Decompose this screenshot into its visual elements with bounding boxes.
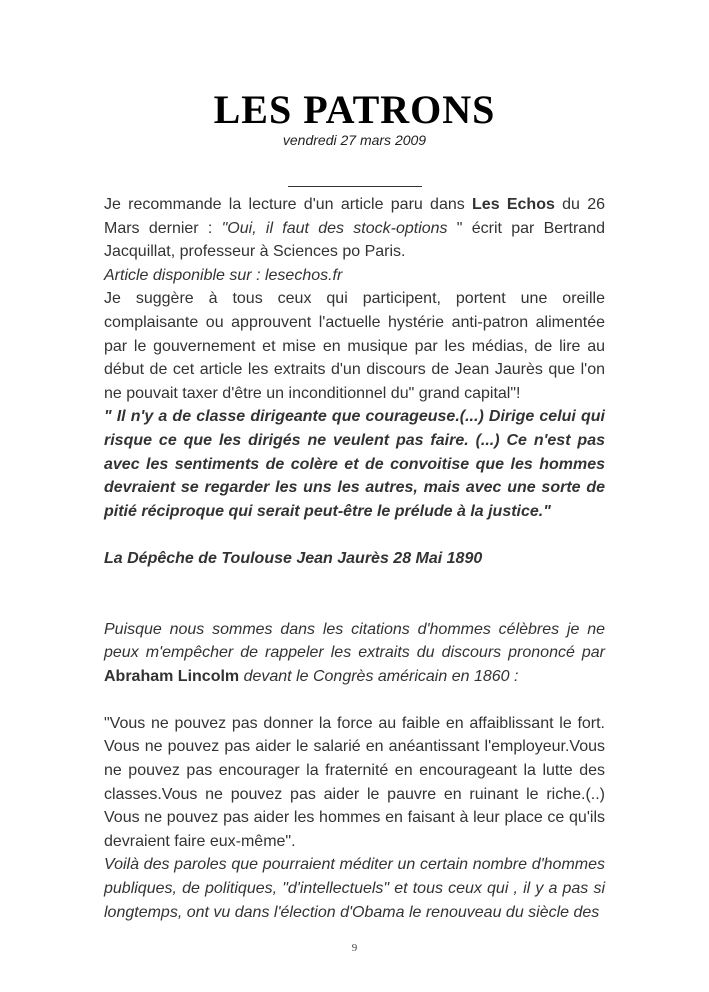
page-title: LES PATRONS	[213, 87, 496, 132]
intro-text-2: du 26 Mars dernier :	[104, 196, 606, 237]
lincoln-quote: "Vous ne pouvez pas donner la force au faible en affaiblissant le fort. Vous ne pouvez pas aider le salarié en anéantissant l'employeur.Vous ne pouvez pas encourager la fraternité en encourageant la lutte des classes.Vous ne pouvez pas aider le pauvre en ruinant le riche.(..) Vous ne pouvez pas aider les hommes en faisant à leur place ce qu'ils devraient faire eux-même".	[104, 714, 605, 850]
page-number: 9	[351, 942, 358, 954]
post-date: vendredi 27 mars 2009	[282, 132, 427, 148]
lincoln-intro-text-2: devant le Congrès américain en 1860 :	[239, 667, 519, 685]
suggestion-paragraph: Je suggère à tous ceux qui participent, portent une oreille complaisante ou approuvent l'actuelle hystérie anti-patron alimentée par le gouvernement et mise en musique par les médias, de lire au début de cet article les extraits d'un discours de Jean Jaurès que l'on ne pouvait taxer d'être un inconditionnel du" grand capital"!	[104, 290, 605, 402]
lincoln-intro-text-1: Puisque nous sommes dans les citations d'hommes célèbres je ne peux m'empêcher de rappeler les extraits du discours prononcé par	[104, 620, 605, 662]
article-title-quote: "Oui, il faut des stock-options	[221, 219, 448, 237]
lincoln-name: Abraham Lincolm	[104, 667, 240, 685]
intro-text-3: " écrit par Bertrand Jacquillat, professeur à Sciences po Paris.	[104, 219, 605, 261]
intro-paragraph	[104, 193, 605, 264]
title-divider	[288, 186, 422, 187]
source-name: Les Echos	[472, 196, 555, 213]
spacer	[104, 571, 605, 618]
jaures-source: La Dépêche de Toulouse Jean Jaurès 28 Mai 1890	[104, 549, 483, 567]
lincoln-intro	[104, 618, 605, 689]
spacer	[104, 688, 605, 712]
jaures-quote: " Il n'y a de classe dirigeante que courageuse.(...) Dirige celui qui risque ce que les dirigés ne veulent pas faire. (...) Ce n'est pas avec les sentiments de colère et de convoitise que les hommes devraient se regarder les uns les autres, mais avec une sorte de pitié réciproque qui serait peut-être le prélude à la justice."	[104, 408, 605, 520]
closing-paragraph: Voilà des paroles que pourraient méditer un certain nombre d'hommes publiques, de politiques, "d'intellectuels" et tous ceux qui , il y a pas si longtemps, ont vu dans l'élection d'Obama le renouveau du siècle des	[104, 856, 605, 921]
spacer	[104, 523, 605, 547]
article-body	[104, 193, 605, 924]
availability-note: Article disponible sur : lesechos.fr	[104, 266, 343, 284]
intro-text-1: Je recommande la lecture d'un article paru dans	[104, 196, 473, 213]
